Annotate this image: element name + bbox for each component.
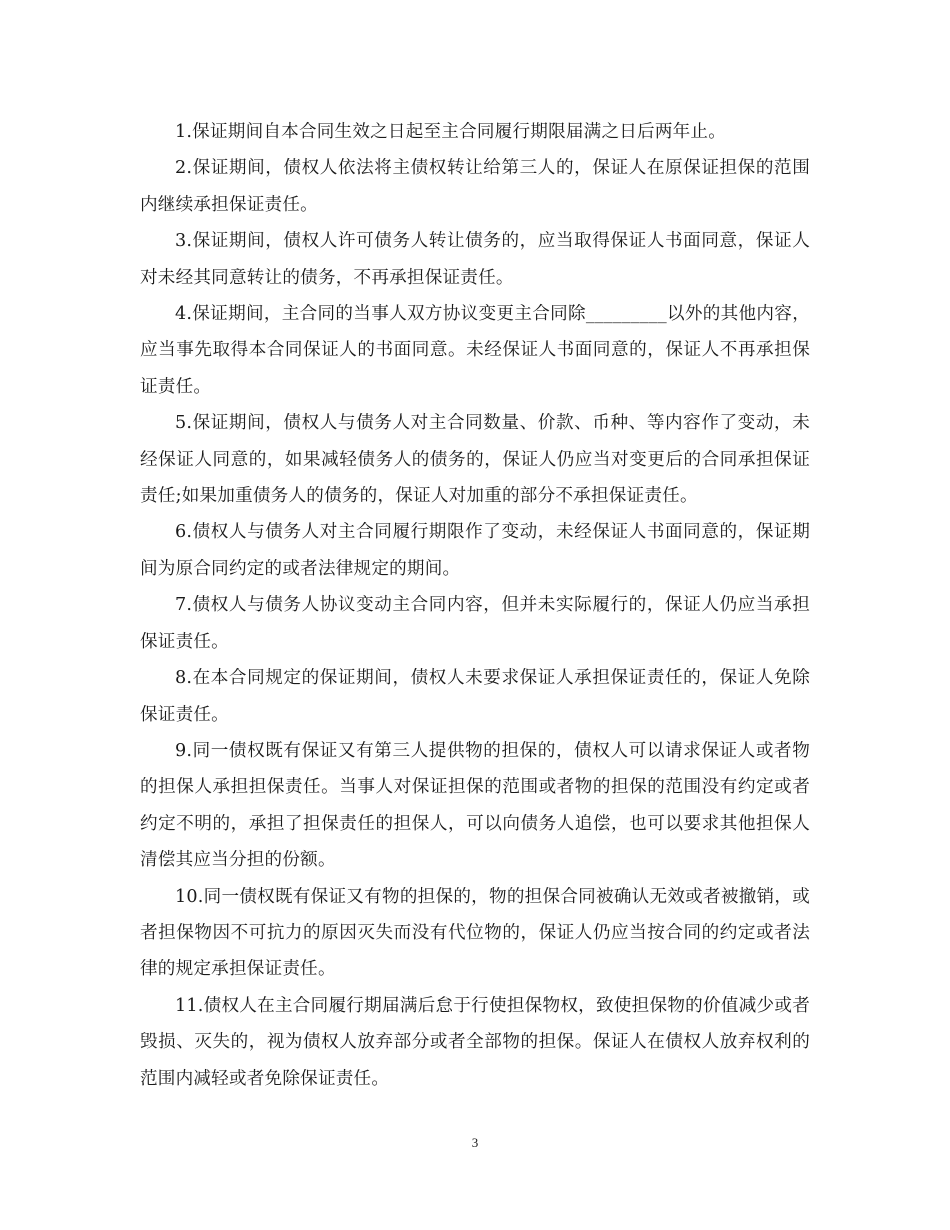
clause-3: 3.保证期间，债权人许可债务人转让债务的，应当取得保证人书面同意，保证人对未经其同意转让的债务，不再承担保证责任。 — [140, 231, 810, 288]
clause-4: 4.保证期间，主合同的当事人双方协议变更主合同除_________以外的其他内容，应当事先取得本合同保证人的书面同意。未经保证人书面同意的，保证人不再承担保证责任。 — [140, 304, 810, 397]
clause-11: 11.债权人在主合同履行期届满后怠于行使担保物权，致使担保物的价值减少或者毁损、灭失的，视为债权人放弃部分或者全部物的担保。保证人在债权人放弃权利的范围内减轻或者免除保证责任。 — [140, 995, 810, 1089]
page-number: 3 — [471, 1135, 479, 1150]
clause-6: 6.债权人与债务人对主合同履行期限作了变动，未经保证人书面同意的，保证期间为原合同约定的或者法律规定的期间。 — [140, 522, 810, 579]
clause-2: 2.保证期间，债权人依法将主债权转让给第三人的，保证人在原保证担保的范围内继续承担保证责任。 — [140, 158, 810, 215]
clause-1: 1.保证期间自本合同生效之日起至主合同履行期限届满之日后两年止。 — [175, 122, 727, 142]
clause-7: 7.债权人与债务人协议变动主合同内容，但并未实际履行的，保证人仍应当承担保证责任。 — [140, 595, 810, 652]
clause-5: 5.保证期间，债权人与债务人对主合同数量、价款、币种、等内容作了变动，未经保证人同意的，如果减轻债务人的债务的，保证人仍应当对变更后的合同承担保证责任;如果加重债务人的债务的，保证人对加重的部分不承担保证责任。 — [140, 413, 810, 507]
clause-10: 10.同一债权既有保证又有物的担保的，物的担保合同被确认无效或者被撤销，或者担保物因不可抗力的原因灭失而没有代位物的，保证人仍应当按合同的约定或者法律的规定承担保证责任。 — [140, 886, 810, 980]
clause-8: 8.在本合同规定的保证期间，债权人未要求保证人承担保证责任的，保证人免除保证责任。 — [140, 668, 810, 725]
clause-9: 9.同一债权既有保证又有第三人提供物的担保的，债权人可以请求保证人或者物的担保人承担担保责任。当事人对保证担保的范围或者物的担保的范围没有约定或者约定不明的，承担了担保责任的担保人，可以向债务人追偿，也可以要求其他担保人清偿其应当分担的份额。 — [140, 740, 810, 871]
document-body — [140, 114, 810, 1097]
